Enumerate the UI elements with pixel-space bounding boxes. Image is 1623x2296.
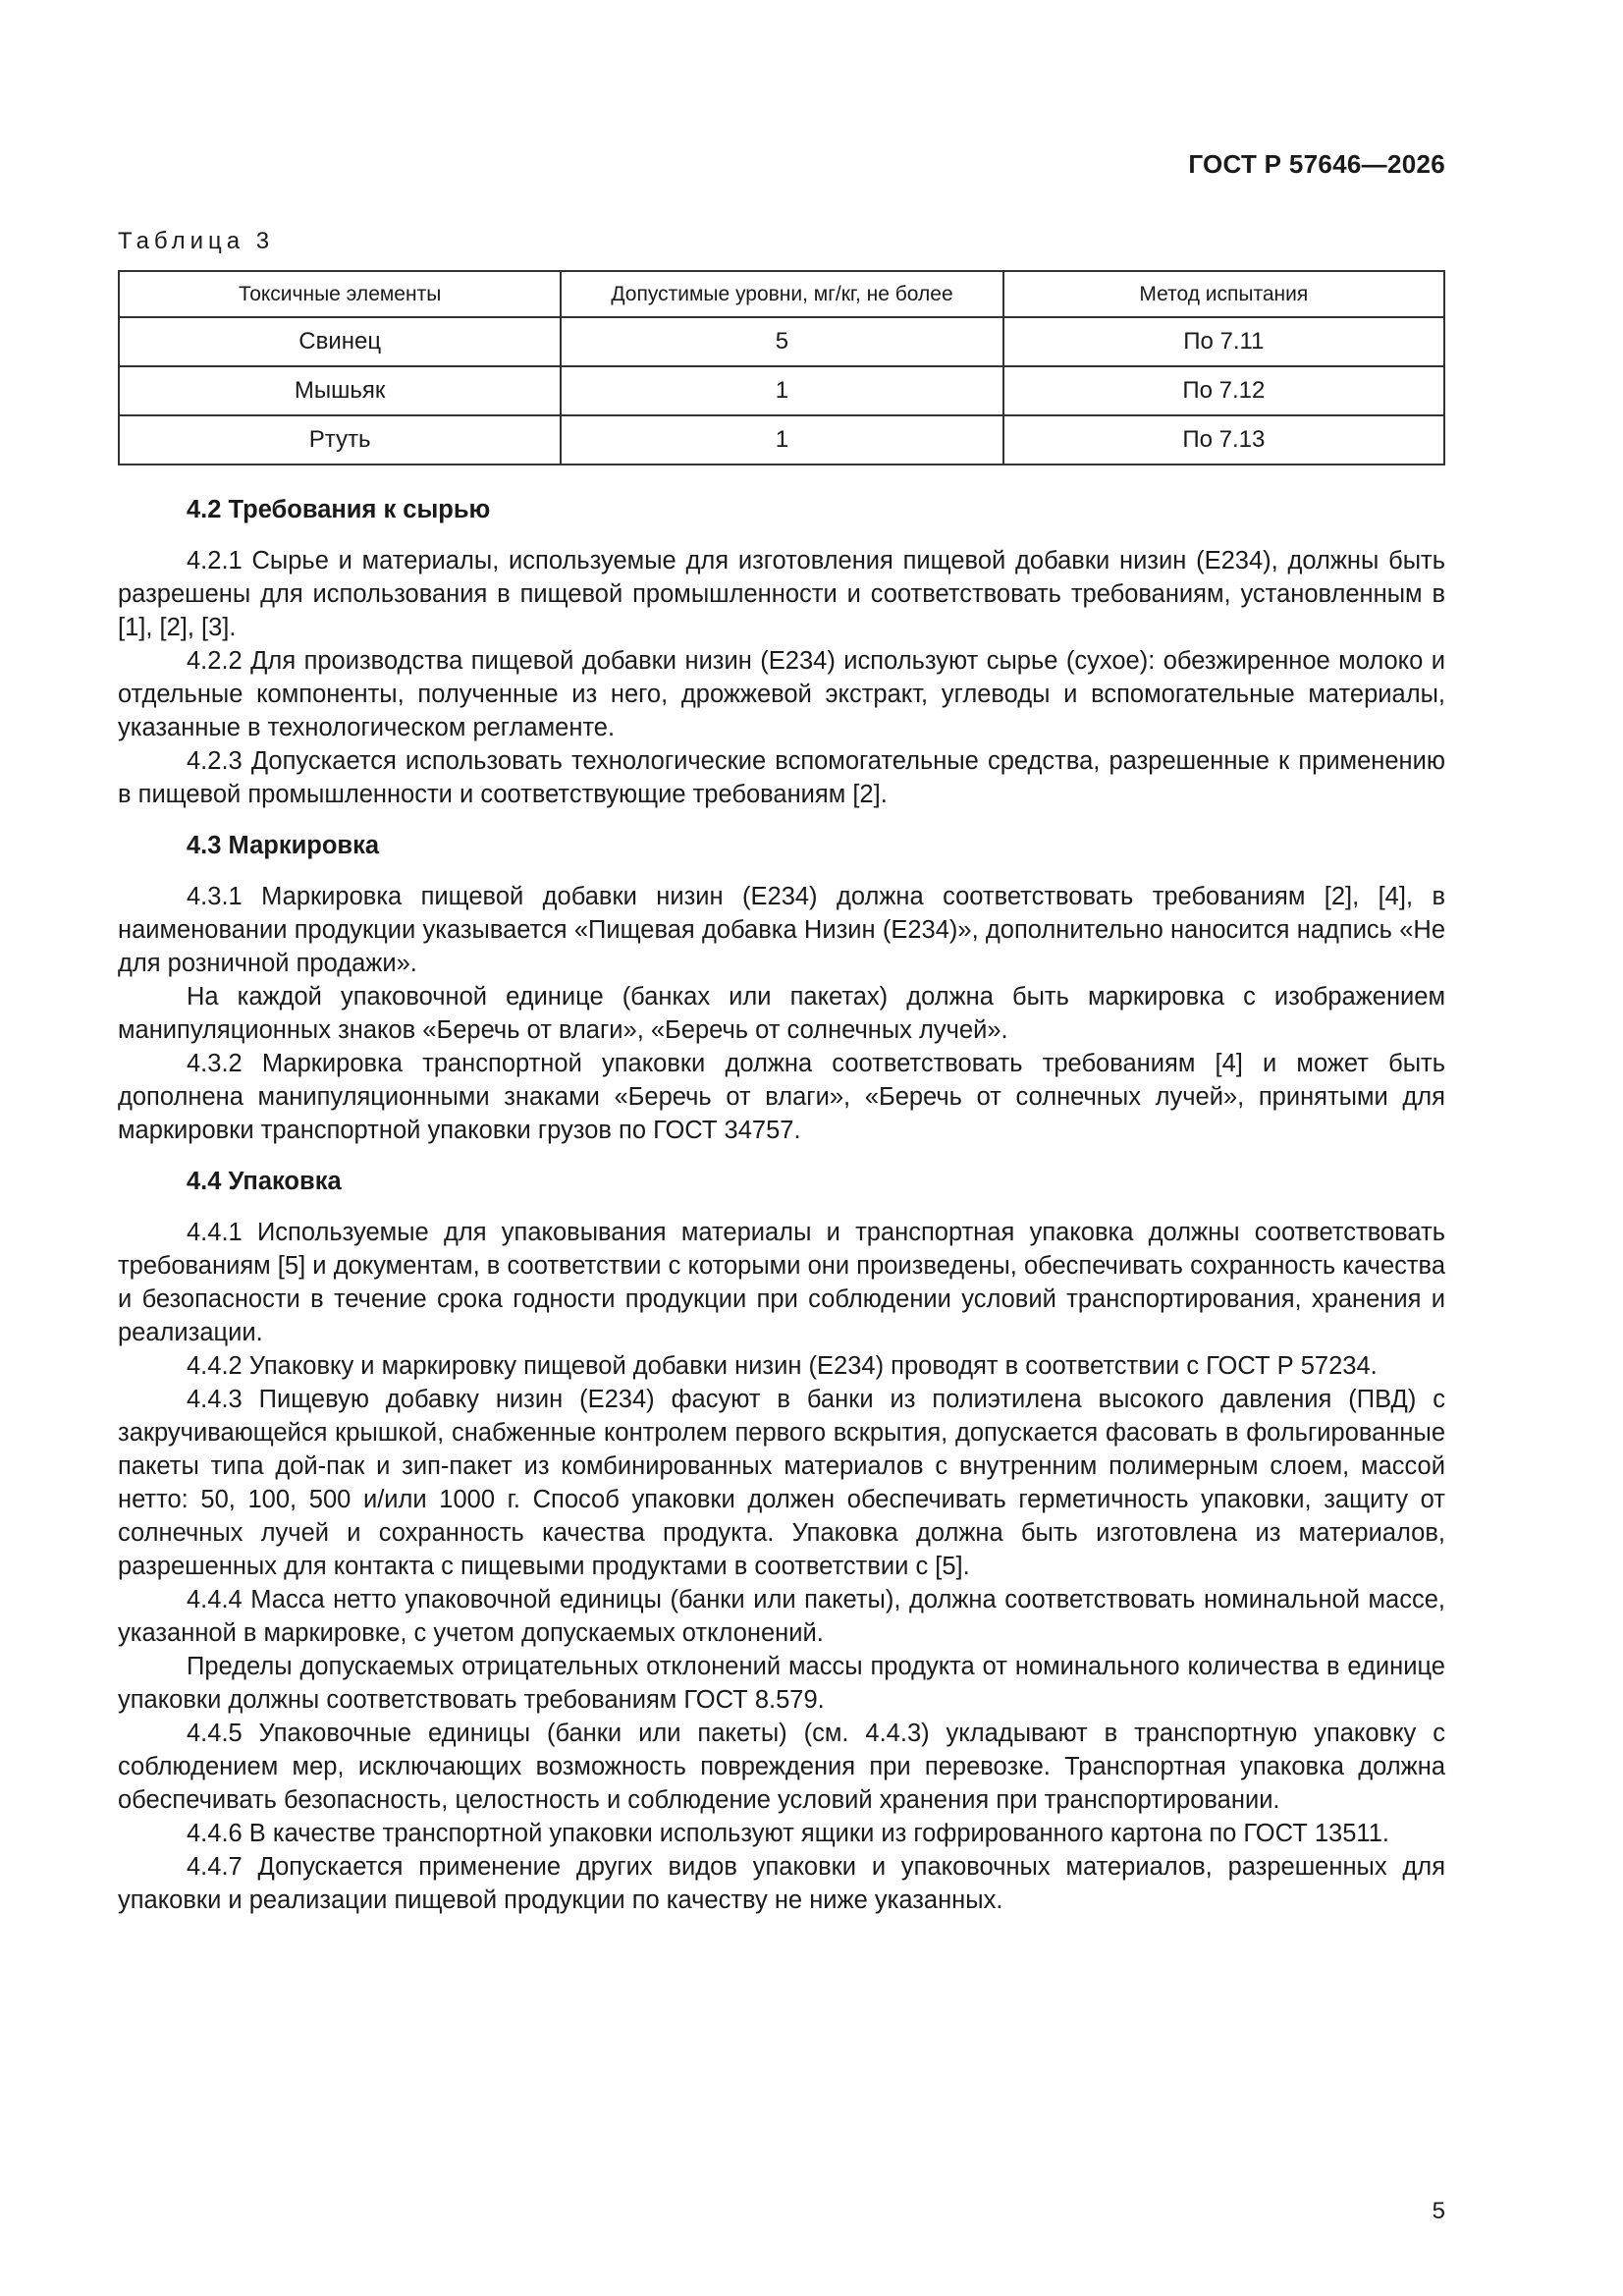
table-cell: Мышьяк <box>119 366 561 415</box>
page-number: 5 <box>1432 2198 1445 2224</box>
paragraph: 4.4.7 Допускается применение других видов упаковки и упаковочных материалов, разрешенных для упаковки и реализации пищевой продукции по качеству не ниже указанных. <box>118 1853 1445 1914</box>
paragraph: 4.2.1 Сырье и материалы, используемые для изготовления пищевой добавки низин (Е234), должны быть разрешены для использования в пищевой промышленности и соответствовать требованиям, установленным в [1], [2], [3]. <box>118 547 1445 641</box>
section-heading: 4.4 Упаковка <box>187 1168 342 1195</box>
document-code: ГОСТ Р 57646—2026 <box>1188 149 1445 179</box>
table-cell: По 7.12 <box>1003 366 1444 415</box>
paragraph: 4.3.1 Маркировка пищевой добавки низин (Е234) должна соответствовать требованиям [2], [4], в наименовании продукции указывается «Пищевая добавка Низин (Е234)», дополнительно наносится надпись «Не для розничной продажи». <box>118 883 1445 977</box>
document-body <box>118 493 1445 1935</box>
table-row <box>119 415 1444 465</box>
table-cell: Свинец <box>119 317 561 366</box>
paragraph: 4.4.4 Масса нетто упаковочной единицы (банки или пакеты), должна соответствовать номинальной массе, указанной в маркировке, с учетом допускаемых отклонений. <box>118 1586 1445 1647</box>
paragraph: 4.4.2 Упаковку и маркировку пищевой добавки низин (Е234) проводят в соответствии с ГОСТ Р 57234. <box>187 1352 1378 1380</box>
paragraph: 4.3.2 Маркировка транспортной упаковки должна соответствовать требованиям [4] и может быть дополнена манипуляционными знаками «Беречь от влаги», «Беречь от солнечных лучей», принятыми для маркировки транспортной упаковки грузов по ГОСТ 34757. <box>118 1050 1445 1144</box>
section-raw-materials <box>118 493 1445 811</box>
paragraph: 4.4.3 Пищевую добавку низин (Е234) фасуют в банки из полиэтилена высокого давления (ПВД) с закручивающейся крышкой, снабженные контролем первого вскрытия, допускается фасовать в фольгированные пакеты типа дой-пак и зип-пакет из комбинированных материалов с внутренним полимерным слоем, массой нетто: 50, 100, 500 и/или 1000 г. Способ упаковки должен обеспечивать герметичность упаковки, защиту от солнечных лучей и сохранность качества продукта. Упаковка должна быть изготовлена из материалов, разрешенных для контакта с пищевыми продуктами в соответствии с [5]. <box>118 1386 1445 1580</box>
column-header: Допустимые уровни, мг/кг, не более <box>561 271 1002 317</box>
section-heading: 4.3 Маркировка <box>187 832 380 859</box>
section-packaging <box>118 1165 1445 1917</box>
table-header-row <box>119 271 1444 317</box>
table-cell: 1 <box>561 366 1002 415</box>
table-cell: 5 <box>561 317 1002 366</box>
column-header: Метод испытания <box>1003 271 1444 317</box>
table-caption: Таблица 3 <box>118 228 275 254</box>
table-cell: Ртуть <box>119 415 561 465</box>
table-cell: По 7.13 <box>1003 415 1444 465</box>
table-row <box>119 366 1444 415</box>
section-heading: 4.2 Требования к сырью <box>187 496 491 523</box>
paragraph: На каждой упаковочной единице (банках или пакетах) должна быть маркировка с изображением манипуляционных знаков «Беречь от влаги», «Беречь от солнечных лучей». <box>118 983 1445 1044</box>
table-cell: 1 <box>561 415 1002 465</box>
table-row <box>119 317 1444 366</box>
column-header: Токсичные элементы <box>119 271 561 317</box>
table-cell: По 7.11 <box>1003 317 1444 366</box>
paragraph: Пределы допускаемых отрицательных отклонений массы продукта от номинального количества в единице упаковки должны соответствовать требованиям ГОСТ 8.579. <box>118 1653 1445 1714</box>
paragraph: 4.4.5 Упаковочные единицы (банки или пакеты) (см. 4.4.3) укладывают в транспортную упаковку с соблюдением мер, исключающих возможность повреждения при перевозке. Транспортная упаковка должна обеспечивать безопасность, целостность и соблюдение условий хранения при транспортировании. <box>118 1720 1445 1814</box>
paragraph: 4.2.2 Для производства пищевой добавки низин (Е234) используют сырье (сухое): обезжиренное молоко и отдельные компоненты, полученные из него, дрожжевой экстракт, углеводы и вспомогательные материалы, указанные в технологическом регламенте. <box>118 647 1445 741</box>
toxic-elements-table <box>118 270 1445 465</box>
paragraph: 4.4.1 Используемые для упаковывания материалы и транспортная упаковка должны соответствовать требованиям [5] и документам, в соответствии с которыми они произведены, обеспечивать сохранность качества и безопасности в течение срока годности продукции при соблюдении условий транспортирования, хранения и реализации. <box>118 1219 1445 1346</box>
section-marking <box>118 829 1445 1147</box>
paragraph: 4.2.3 Допускается использовать технологические вспомогательные средства, разрешенные к применению в пищевой промышленности и соответствующие требованиям [2]. <box>118 747 1445 808</box>
paragraph: 4.4.6 В качестве транспортной упаковки используют ящики из гофрированного картона по ГОСТ 13511. <box>187 1820 1389 1847</box>
